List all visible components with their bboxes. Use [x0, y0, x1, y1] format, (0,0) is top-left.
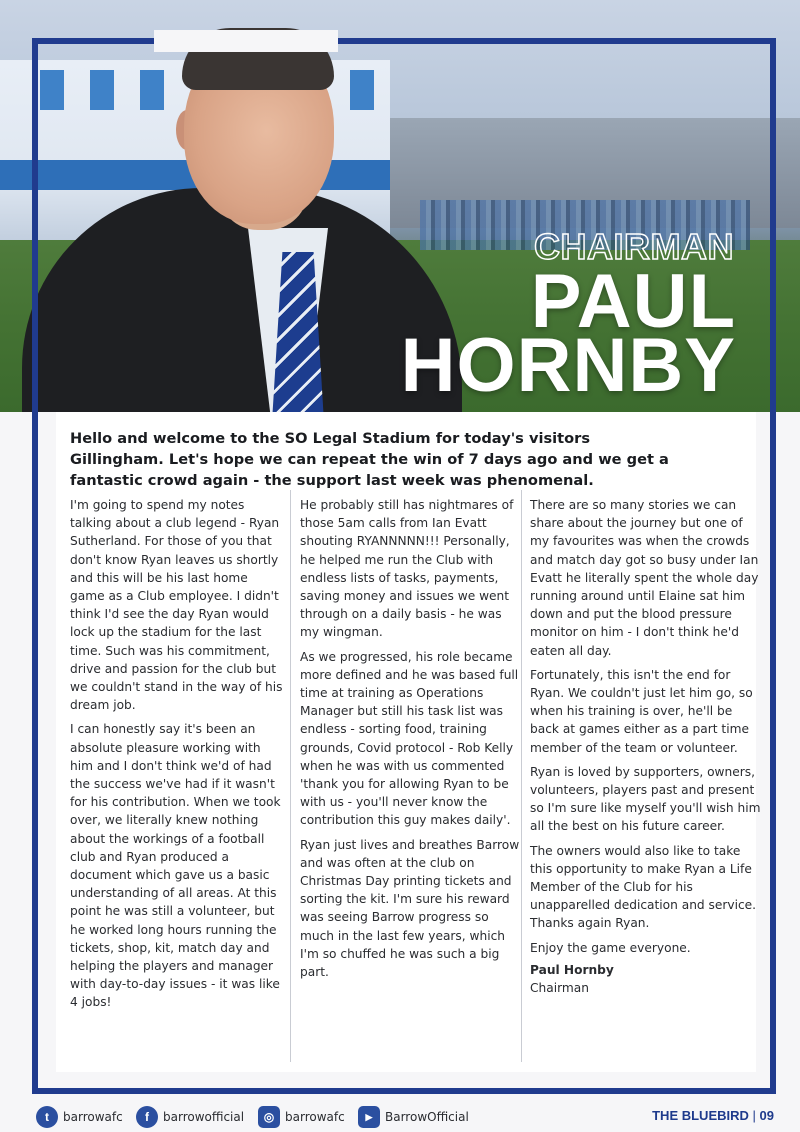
first-name-title: PAUL	[530, 259, 736, 344]
social-instagram[interactable]	[258, 1106, 345, 1128]
separator: |	[752, 1108, 756, 1123]
paragraph: The owners would also like to take this opportunity to make Ryan a Life Member of the Club for his unapparelled dedication and service. Thanks again Ryan.	[530, 843, 757, 931]
social-youtube[interactable]	[358, 1106, 469, 1128]
paragraph: There are so many stories we can share about the journey but one of my favourites was when the crowds and match day got so busy under Ian Evatt he literally spent the whole day running around until Elaine sat him down and put the blood pressure monitor on him - I don't think he'd eaten all day.	[530, 498, 759, 658]
signature-name: Paul Hornby	[530, 962, 614, 977]
last-name-title: HORNBY	[400, 323, 736, 408]
article-column-1	[70, 496, 284, 1018]
page-footer	[36, 1106, 776, 1130]
publication-name: THE BLUEBIRD	[652, 1108, 749, 1123]
youtube-icon: ▶	[358, 1106, 380, 1128]
role-title: CHAIRMAN	[534, 226, 734, 267]
page-number: 09	[759, 1108, 774, 1123]
twitter-icon: t	[36, 1106, 58, 1128]
paragraph: I'm going to spend my notes talking about a club legend - Ryan Sutherland. For those of you that don't know Ryan leaves us shortly and this will be his last home game as a Club employee. I didn't think I'd see the day Ryan would lock up the stadium for the last time. Such was his commitment, drive and passion for the club but we couldn't stand in the way of his dream job.	[70, 498, 283, 713]
instagram-icon: ◎	[258, 1106, 280, 1128]
article-column-2	[300, 496, 520, 987]
paragraph: Enjoy the game everyone.	[530, 940, 691, 955]
column-divider	[290, 490, 291, 1062]
paragraph: I can honestly say it's been an absolute pleasure working with him and I don't think we'd of had the success we've had if it wasn't for his contribution. When we took over, we literally knew nothing about the workings of a football club and Ryan produced a document which gave us a basic understanding of all areas. At this point he was still a volunteer, but he worked long hours running the tickets, shop, kit, match day and helping the players and manager with day-to-day issues - it was like 4 jobs!	[70, 722, 281, 1010]
social-twitter[interactable]	[36, 1106, 123, 1128]
paragraph: He probably still has nightmares of those 5am calls from Ian Evatt shouting RYANNNNN!!! Personally, he helped me run the Club with endless lists of tasks, payments, saving money and issues we went through on a daily basis - he was my wingman.	[300, 498, 514, 640]
social-handle: BarrowOfficial	[385, 1110, 469, 1124]
page-marker	[652, 1108, 774, 1123]
paragraph: Fortunately, this isn't the end for Ryan. We couldn't just let him go, so when his training is over, he'll be back at games either as a part time member of the team or volunteer.	[530, 667, 753, 755]
social-facebook[interactable]	[136, 1106, 244, 1128]
social-handle: barrowafc	[63, 1110, 123, 1124]
social-handle: barrowofficial	[163, 1110, 245, 1124]
paragraph: Ryan is loved by supporters, owners, volunteers, players past and present so I'm sure like myself you'll wish him all the best on his future career.	[530, 764, 761, 834]
paragraph: As we progressed, his role became more defined and he was based full time at training as Operations Manager but still his task list was endless - sorting food, training grounds, Covid protocol - Rob Kelly when he was with us commented 'thank you for allowing Ryan to be with us - you'll never know the contribution this guy makes daily'.	[300, 649, 519, 828]
article-column-3	[530, 496, 762, 997]
intro-paragraph: Hello and welcome to the SO Legal Stadium for today's visitors Gillingham. Let's hope we can repeat the win of 7 days ago and we get a fantastic crowd again - the support last week was phenomenal.	[70, 430, 669, 489]
social-handle: barrowafc	[285, 1110, 345, 1124]
facebook-icon: f	[136, 1106, 158, 1128]
column-divider	[521, 490, 522, 1062]
paragraph: Ryan just lives and breathes Barrow and was often at the club on Christmas Day printing tickets and sorting the kit. I'm sure his reward was seeing Barrow progress so much in the last few years, which I'm so chuffed he was such a big part.	[300, 837, 520, 980]
signature-title: Chairman	[530, 981, 589, 996]
